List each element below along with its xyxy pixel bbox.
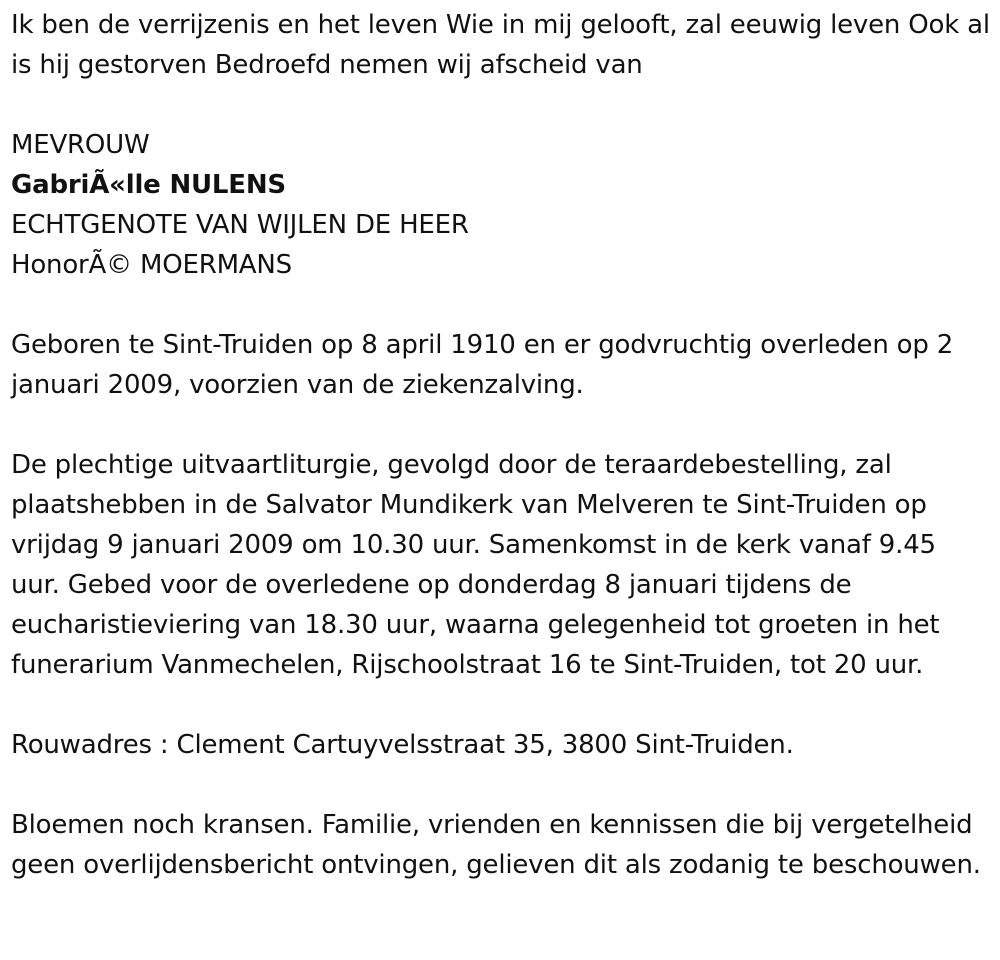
death-notice: [11, 5, 991, 885]
address-paragraph: Rouwadres : Clement Cartuyvelsstraat 35, 3800 Sint-Truiden.: [11, 730, 794, 760]
spouse-name: HonorÃ© MOERMANS: [11, 250, 292, 280]
birth-death-paragraph: Geboren te Sint-Truiden op 8 april 1910 en er godvruchtig overleden op 2 januari 2009, voorzien van de ziekenzalving.: [11, 330, 954, 400]
spacer: [11, 405, 991, 445]
title-line: MEVROUW: [11, 130, 150, 160]
spacer: [11, 765, 991, 805]
deceased-name: GabriÃ«lle NULENS: [11, 170, 286, 200]
closing-paragraph: Bloemen noch kransen. Familie, vrienden en kennissen die bij vergetelheid geen overlijdensbericht ontvingen, gelieven dit als zodanig te beschouwen.: [11, 810, 981, 880]
spacer: [11, 685, 991, 725]
funeral-paragraph: De plechtige uitvaartliturgie, gevolgd door de teraardebestelling, zal plaatshebben in de Salvator Mundikerk van Melveren te Sint-Truiden op vrijdag 9 januari 2009 om 10.30 uur. Samenkomst in de kerk vanaf 9.45 uur. Gebed voor de overledene op donderdag 8 januari tijdens de eucharistieviering van 18.30 uur, waarna gelegenheid tot groeten in het funerarium Vanmechelen, Rijschoolstraat 16 te Sint-Truiden, tot 20 uur.: [11, 450, 940, 680]
opening-paragraph: Ik ben de verrijzenis en het leven Wie in mij gelooft, zal eeuwig leven Ook al is hij gestorven Bedroefd nemen wij afscheid van: [11, 10, 990, 80]
spacer: [11, 85, 991, 125]
spouse-label: ECHTGENOTE VAN WIJLEN DE HEER: [11, 210, 469, 240]
spacer: [11, 285, 991, 325]
